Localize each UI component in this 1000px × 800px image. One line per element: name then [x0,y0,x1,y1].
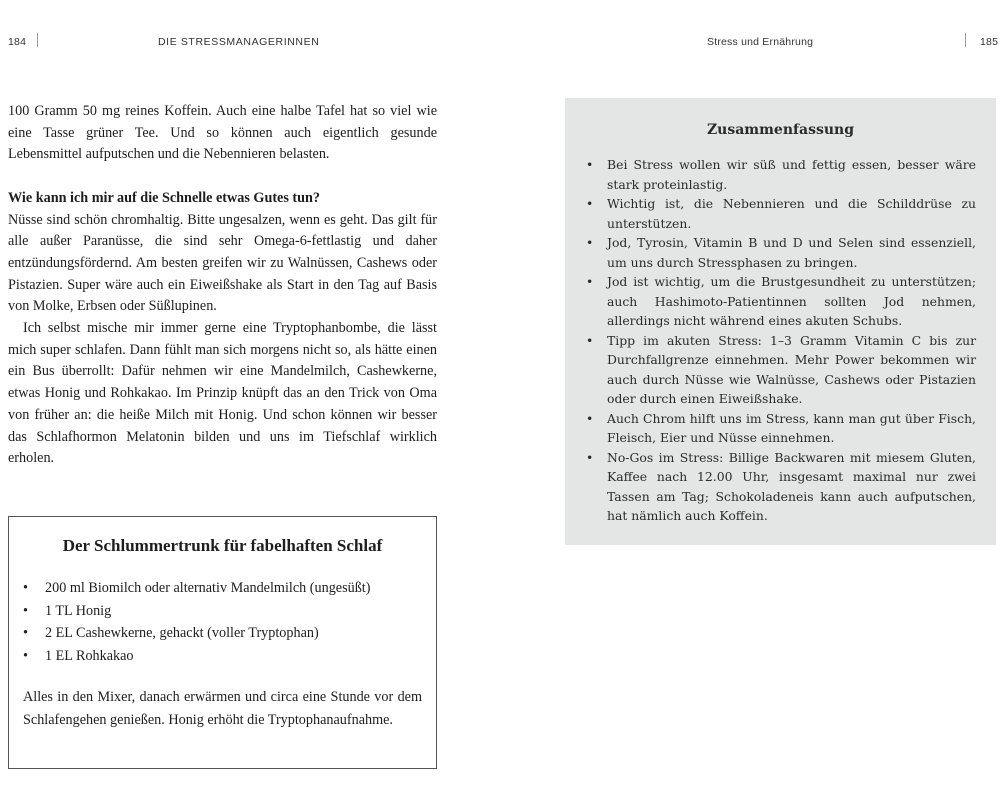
summary-list [585,155,976,526]
recipe-title: Der Schlummertrunk für fabelhaften Schlaf [62,536,383,555]
left-body-text [8,101,437,470]
list-item: • Tipp im akuten Stress: 1–3 Gramm Vitamin C bis zur Durchfallgrenze einnehmen. Mehr Power bekommen wir auch durch Nüsse wie Walnüsse, Cashews oder Pistazien oder durch einen Eiweißshake. [585,331,976,409]
list-item: • No-Gos im Stress: Billige Backwaren mit miesem Gluten, Kaffee nach 12.00 Uhr, insgesamt maximal nur zwei Tassen am Tag; Schokoladeneis kann auch aufputschen, hat nämlich auch Koffein. [585,448,976,526]
list-item: • Jod ist wichtig, um die Brustgesundheit zu unterstützen; auch Hashimoto-Patientinnen sollten Jod nehmen, allerdings nicht während eines akuten Schubs. [585,272,976,331]
left-header-divider [37,33,38,47]
list-item: • 1 EL Rohkakao [23,645,422,668]
left-running-title: DIE STRESSMANAGERINNEN [158,36,320,48]
list-item: • Bei Stress wollen wir süß und fettig essen, besser wäre stark proteinlastig. [585,155,976,194]
right-page-number: 185 [980,36,999,48]
list-item: • Wichtig ist, die Nebennieren und die Schilddrüse zu unterstützen. [585,194,976,233]
list-item: • Auch Chrom hilft uns im Stress, kann man gut über Fisch, Fleisch, Eier und Nüsse einnehmen. [585,409,976,448]
right-running-title: Stress und Ernährung [707,36,814,48]
recipe-instructions: Alles in den Mixer, danach erwärmen und circa eine Stunde vor dem Schlafengehen genießen. Honig erhöht die Tryptophanaufnahme. [23,689,422,728]
section-subheading: Wie kann ich mir auf die Schnelle etwas Gutes tun? [8,189,321,206]
body-paragraph: Ich selbst mische mir immer gerne eine Tryptophanbombe, die lässt mich super schlafen. Dann fühlt man sich morgens nicht so, als hätte einen ein Bus überrollt: Dafür nehmen wir eine Mandelmilch, Cashewkerne, etwas Honig und Rohkakao. Im Prinzip knüpft das an den Trick von Oma von früher an: die heiße Milch mit Honig. Und schon können wir besser das Schlafhormon Melatonin bilden und uns im Tiefschlaf wirklich erholen. [8,320,437,467]
list-item: • 1 TL Honig [23,600,422,623]
recipe-box [8,516,437,769]
summary-title: Zusammenfassung [706,122,855,138]
ingredient-list [23,577,422,667]
right-header-divider [965,33,966,47]
summary-box [565,98,996,545]
body-paragraph: 100 Gramm 50 mg reines Koffein. Auch eine halbe Tafel hat so viel wie eine Tasse grüner Tee. Und so können auch eigentlich gesunde Lebensmittel aufputschen und die Nebennieren belasten. [8,103,437,163]
list-item: • 200 ml Biomilch oder alternativ Mandelmilch (ungesüßt) [23,577,422,600]
left-page-number: 184 [8,36,27,48]
list-item: • Jod, Tyrosin, Vitamin B und D und Selen sind essenziell, um uns durch Stressphasen zu bringen. [585,233,976,272]
list-item: • 2 EL Cashewkerne, gehackt (voller Tryptophan) [23,622,422,645]
body-paragraph: Nüsse sind schön chromhaltig. Bitte ungesalzen, wenn es geht. Das gilt für alle außer Paranüsse, die sind sehr Omega-6-fettlastig und daher entzündungsfördernd. Am besten greifen wir zu Walnüssen, Cashews oder Pistazien. Super wäre auch ein Eiweißshake als Start in den Tag auf Basis von Molke, Erbsen oder Süßlupinen. [8,211,437,315]
